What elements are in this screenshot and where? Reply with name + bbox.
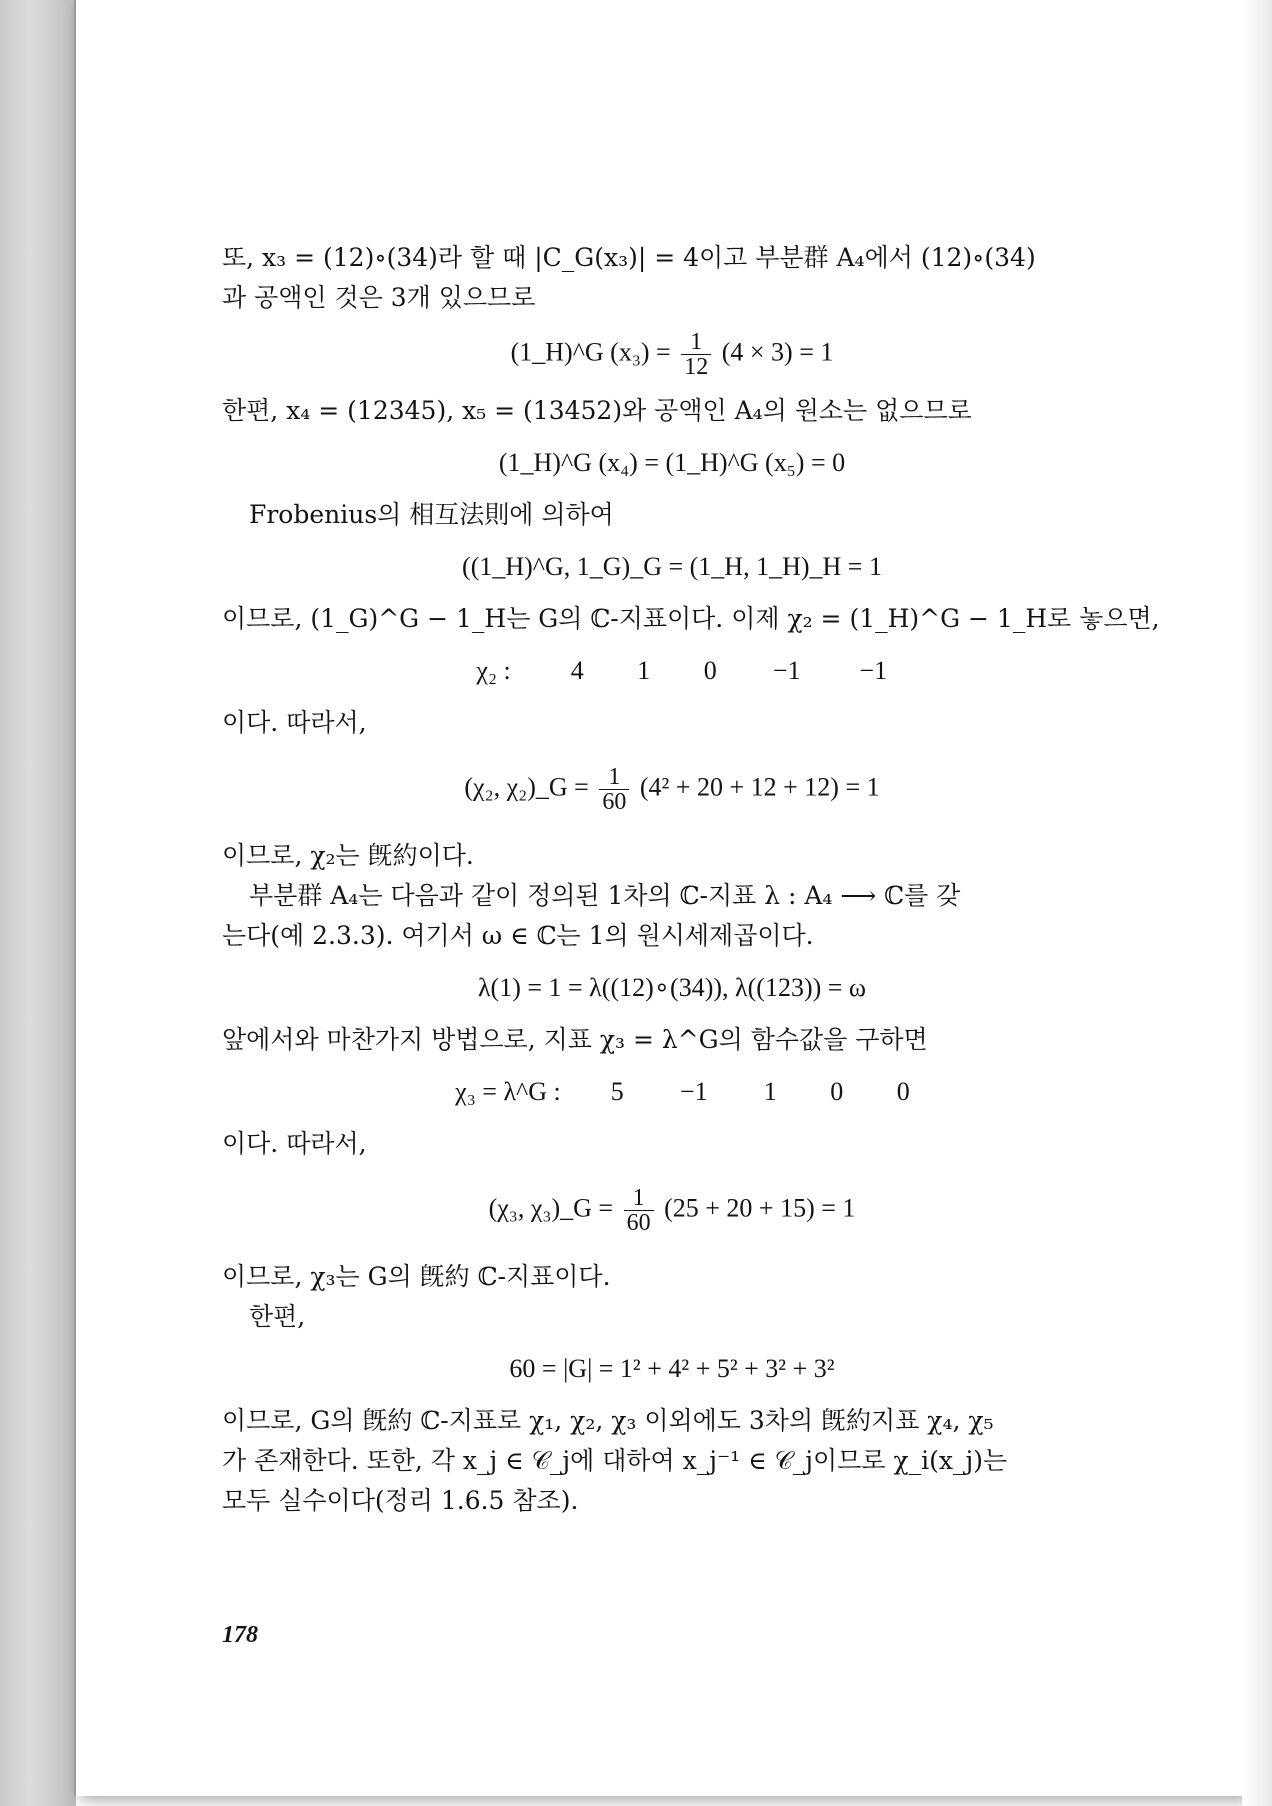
text-line: 부분群 A₄는 다음과 같이 정의된 1차의 ℂ-지표 λ : A₄ ⟶ ℂ를 갖 [249,881,961,910]
text-line: 앞에서와 마찬가지 방법으로, 지표 χ₃ = λ^G의 함수값을 구하면 [222,1025,928,1054]
text-line: 이므로, χ₂는 旣約이다. [222,841,474,870]
equation-5-right: (4² + 20 + 12 + 12) = 1 [639,772,880,802]
text-line: 가 존재한다. 또한, 각 x_j ∈ 𝒞_j에 대하여 x_j⁻¹ ∈ 𝒞_j이므로 χ_i(x_j)는 [222,1446,1008,1475]
equation-8 [222,1186,1122,1235]
text-line: 모두 실수이다(정리 1.6.5 참조). [222,1486,579,1515]
fraction [599,765,629,814]
fraction [624,1186,654,1235]
text-line: 는다(예 2.3.3). 여기서 ω ∈ ℂ는 1의 원시세제곱이다. [222,921,814,950]
equation-6: λ(1) = 1 = λ((12)∘(34)), λ((123)) = ω [477,973,867,1002]
text-line: 과 공액인 것은 3개 있으므로 [222,283,536,312]
equation-3: ((1_H)^G, 1_G)_G = (1_H, 1_H)_H = 1 [462,552,882,581]
equation-1-right: (4 × 3) = 1 [721,337,834,367]
text-line: 한편, x₄ = (12345), x₅ = (13452)와 공액인 A₄의 원소는 없으므로 [222,396,972,425]
chi2-value: 1 [637,656,651,685]
text-line: Frobenius의 相互法則에 의하여 [249,500,614,529]
chi2-value: −1 [772,656,801,685]
equation-5 [222,765,1122,814]
fraction-denominator: 12 [684,354,709,380]
fraction-numerator: 1 [681,330,711,355]
page-number: 178 [222,1622,258,1648]
equation-9: 60 = |G| = 1² + 4² + 5² + 3² + 3² [509,1354,835,1383]
fraction-denominator: 60 [602,789,627,815]
text-line: 이므로, G의 旣約 ℂ-지표로 χ₁, χ₂, χ₃ 이외에도 3차의 旣約지표 χ₄, χ₅ [222,1406,994,1435]
chi3-label: χ₃ = λ^G : [455,1077,561,1106]
chi3-values-row [222,1072,1122,1112]
fraction [681,330,711,379]
chi2-values-row [222,651,1122,691]
chi3-value: 5 [610,1077,624,1106]
text-line: 한편, [249,1302,306,1331]
text-line: 또, x₃ = (12)∘(34)라 할 때 |C_G(x₃)| = 4이고 부분群 A₄에서 (12)∘(34) [222,243,1036,272]
equation-5-left: (χ₂, χ₂)_G = [464,772,589,802]
chi2-value: 4 [570,656,584,685]
page-right-shadow [1242,0,1272,1806]
equation-8-left: (χ₃, χ₃)_G = [488,1193,614,1223]
equation-1 [222,330,1122,379]
book-spine-edge [0,0,76,1806]
text-line: 이므로, (1_G)^G − 1_H는 G의 ℂ-지표이다. 이제 χ₂ = (1_H)^G − 1_H로 놓으면, [222,604,1160,633]
text-line: 이므로, χ₃는 G의 旣約 ℂ-지표이다. [222,1262,611,1291]
fraction-numerator: 1 [599,765,629,790]
fraction-denominator: 60 [626,1210,651,1236]
fraction-numerator: 1 [624,1186,654,1211]
chi3-value: −1 [679,1077,708,1106]
chi3-value: 1 [763,1077,777,1106]
chi2-label: χ₂ : [476,656,511,685]
chi3-value: 0 [896,1077,910,1106]
equation-8-right: (25 + 20 + 15) = 1 [664,1193,856,1223]
chi2-value: −1 [859,656,888,685]
page-body [222,238,1160,1521]
text-line: 이다. 따라서, [222,1129,367,1158]
chi2-value: 0 [703,656,717,685]
text-line: 이다. 따라서, [222,708,367,737]
equation-1-left: (1_H)^G (x₃) = [510,337,671,367]
chi3-value: 0 [830,1077,844,1106]
equation-2: (1_H)^G (x₄) = (1_H)^G (x₅) = 0 [498,448,846,477]
